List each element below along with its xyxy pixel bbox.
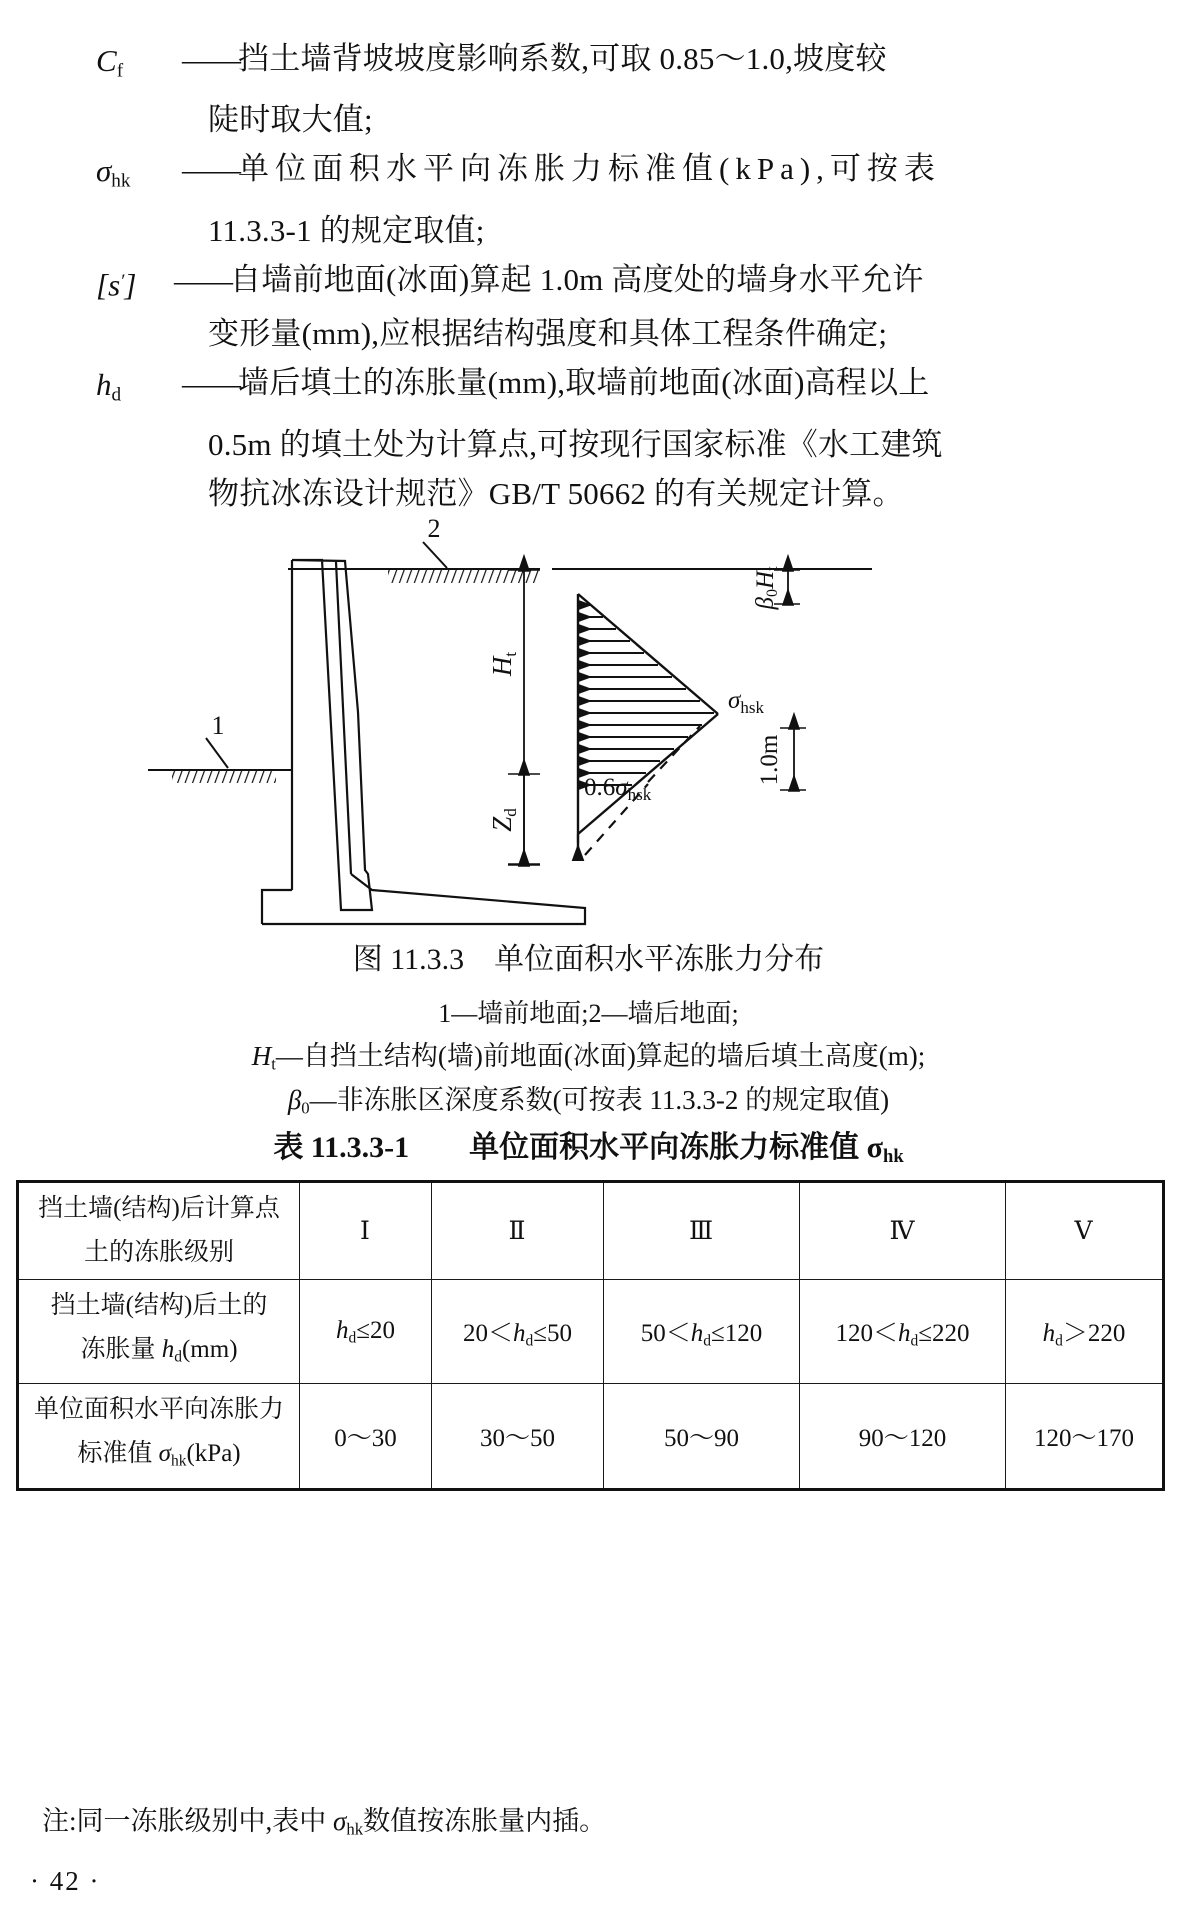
symbol-cf: $C_f$ [96,43,124,82]
row-label-line: 挡土墙(结构)后计算点 [38,1195,280,1222]
definition-list [96,34,1086,518]
table-note [42,1802,606,1849]
definition-text-sigmahk: 单位面积水平向冻胀力标准值(kPa),可按表 [238,151,941,187]
retaining-wall-outline [292,560,372,910]
cell-sigma-4: 90～120 [800,1384,1006,1489]
label-ht: Ht [487,651,520,677]
note-sigma-sub: hk [346,1819,364,1839]
definition-item-sigmahk [96,144,1086,205]
cell-grade-4: Ⅳ [800,1182,1006,1280]
legend-symbol-beta: β [287,1085,302,1115]
note-sigma: σ [333,1806,347,1836]
definition-text-cf-line2: 陡时取大值; [208,102,373,138]
row-label-line: 标准值 $\sigma_{hk}(kPa)$ [77,1440,241,1470]
definition-text-hd-line2: 0.5m 的填土处为计算点,可按现行国家标准《水工建筑 [208,426,943,462]
definition-text-s: 自墙前地面(冰面)算起 1.0m 高度处的墙身水平允许 [230,261,924,297]
definition-text-cf: 挡土墙背坡坡度影响系数,可取 0.85～1.0,坡度较 [238,41,887,76]
marker-1-label: 1 [211,711,225,740]
definition-dash: —— [182,42,238,77]
definition-text-hd: 墙后填土的冻胀量(mm),取墙前地面(冰面)高程以上 [238,365,930,401]
cell-grade-3: Ⅲ [604,1182,800,1280]
cell-heave-2: $20<h_d\le 50$ [432,1280,604,1384]
legend-text-ht: —自挡土结构(墙)前地面(冰面)算起的墙后填土高度(m); [275,1041,926,1071]
table-row [18,1182,1164,1280]
row-label-line: 冻胀量 $h_d(mm)$ [80,1336,238,1366]
figure-legend-markers: 1—墙前地面;2—墙后地面; [438,999,739,1028]
marker-2-label: 2 [427,514,441,543]
definition-text-sigmahk-line2: 11.3.3-1 的规定取值; [208,212,485,248]
legend-symbol-ht: H [251,1041,272,1071]
cell-heave-4: $120<h_d\le 220$ [800,1280,1006,1384]
pressure-upper-edge [578,594,718,714]
legend-symbol-ht-sub: t [271,1054,276,1074]
symbol-sigma-hk: $\sigma_{hk}$ [96,153,131,192]
definition-text-hd-line3: 物抗冰冻设计规范》GB/T 50662 的有关规定计算。 [208,475,904,511]
cell-sigma-3: 50～90 [604,1384,800,1489]
cell-grade-5: Ⅴ [1006,1182,1164,1280]
page-number: · 42 · [30,1866,101,1896]
cell-heave-5: $h_d>220$ [1006,1280,1164,1384]
label-1-0m: 1.0m [756,734,783,786]
symbol-hd: $h_d$ [96,367,122,406]
figure-frost-heave-distribution [0,512,1177,932]
figure-legend-beta [0,1078,1177,1131]
back-ground-hatch [388,570,540,583]
cell-heave-3: $50<h_d\le 120$ [604,1280,800,1384]
row-label-heave-amount [18,1280,300,1384]
definition-item-cf [96,34,1086,95]
label-sigma-hsk: $\sigma_{hsk}$ [728,687,764,717]
frost-heave-table [16,1180,1165,1491]
figure-svg [0,512,1177,932]
definition-text-s-line2: 变形量(mm),应根据结构强度和具体工程条件确定; [208,316,888,352]
wall-body [262,560,585,924]
cell-sigma-1: 0～30 [300,1384,432,1489]
legend-text-beta: —非冻胀区深度系数(可按表 11.3.3-2 的规定取值) [309,1085,890,1115]
table-title-sub: hk [882,1146,904,1168]
table-title [0,1128,1177,1177]
table-row [18,1384,1164,1489]
row-label-line: 土的冻胀级别 [83,1239,234,1266]
table-title-prefix: 表 11.3.3-1 [273,1131,410,1164]
symbol-s-bracket: [s′] [96,267,137,303]
figure-caption: 图 11.3.3 单位面积水平冻胀力分布 [352,943,825,976]
cell-grade-1: Ⅰ [300,1182,432,1280]
label-beta0-ht: β0Ht [752,566,781,610]
table-row [18,1280,1164,1384]
marker-1-leader [206,738,228,768]
cell-sigma-5: 120～170 [1006,1384,1164,1489]
label-06-sigma-hsk: $0.6\sigma_{hsk}$ [584,774,652,804]
marker-2-leader [423,542,447,568]
note-before: 注:同一冻胀级别中,表中 [42,1806,334,1836]
front-ground-hatch [172,771,276,783]
legend-symbol-beta-sub: 0 [301,1098,310,1118]
cell-sigma-2: 30～50 [432,1384,604,1489]
table-title-main: 单位面积水平向冻胀力标准值 σ [469,1131,883,1164]
pressure-arrow-group [578,605,714,785]
definition-dash: —— [174,262,230,298]
cell-grade-2: Ⅱ [432,1182,604,1280]
cell-heave-1: $h_d\le 20$ [300,1280,432,1384]
label-zd: Zd [487,808,520,832]
definition-dash: —— [182,152,238,188]
definition-item-s [96,255,1086,310]
row-label-line: 单位面积水平向冻胀力 [33,1396,284,1424]
definition-dash: —— [182,366,238,402]
pressure-dashed-slope [648,726,700,782]
row-label-sigma-value [18,1384,300,1489]
note-after: 数值按冻胀量内插。 [363,1806,607,1836]
row-label-line: 挡土墙(结构)后土的 [50,1292,268,1319]
definition-item-hd [96,358,1086,419]
row-label-frost-grade [18,1182,300,1280]
